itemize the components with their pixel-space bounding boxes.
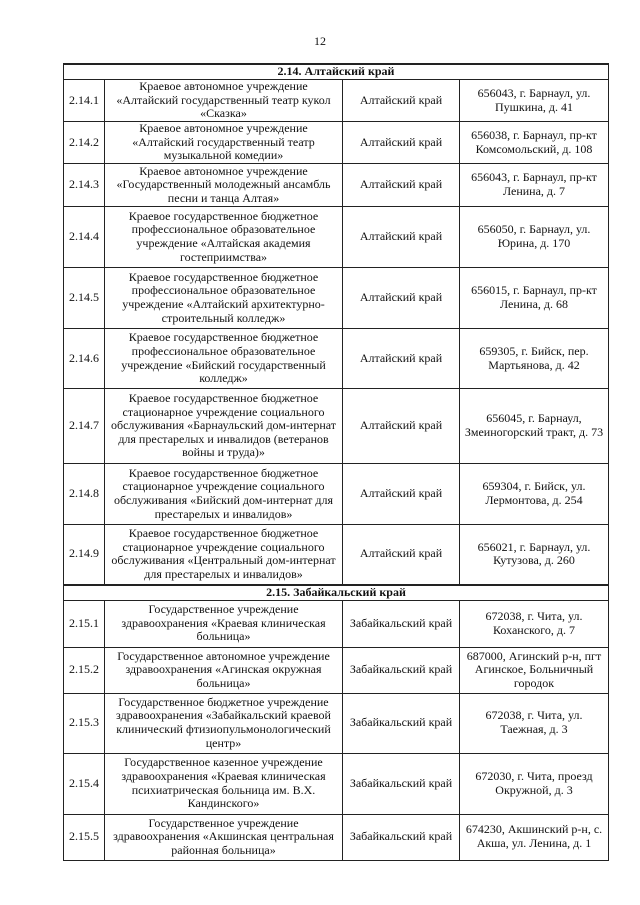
table-row <box>64 525 609 585</box>
institution-name: Краевое государственное бюджетное стационарное учреждение социального обслуживания «Центральный дом-интернат для престарелых и инвалидов» <box>105 525 343 585</box>
table-row <box>64 329 609 389</box>
section-header-row <box>64 64 609 80</box>
table-row <box>64 80 609 122</box>
table-row <box>64 753 609 814</box>
table-row <box>64 647 609 693</box>
table-body <box>64 64 609 860</box>
page-number: 12 <box>314 34 326 48</box>
address: 656015, г. Барнаул, пр-кт Ленина, д. 68 <box>460 268 609 329</box>
region: Алтайский край <box>343 164 460 207</box>
region: Алтайский край <box>343 389 460 464</box>
address: 687000, Агинский р-н, пгт Агинское, Больничный городок <box>460 647 609 693</box>
row-number: 2.14.5 <box>64 268 105 329</box>
region: Забайкальский край <box>343 814 460 860</box>
institutions-table <box>63 63 609 861</box>
address: 656043, г. Барнаул, пр-кт Ленина, д. 7 <box>460 164 609 207</box>
row-number: 2.14.1 <box>64 80 105 122</box>
region: Забайкальский край <box>343 600 460 647</box>
institution-name: Государственное учреждение здравоохранения «Акшинская центральная районная больница» <box>105 814 343 860</box>
row-number: 2.15.4 <box>64 753 105 814</box>
region: Забайкальский край <box>343 647 460 693</box>
address: 656021, г. Барнаул, ул. Кутузова, д. 260 <box>460 525 609 585</box>
row-number: 2.14.7 <box>64 389 105 464</box>
table-row <box>64 693 609 753</box>
row-number: 2.15.3 <box>64 693 105 753</box>
row-number: 2.14.3 <box>64 164 105 207</box>
region: Алтайский край <box>343 268 460 329</box>
institution-name: Краевое автономное учреждение «Алтайский государственный театр музыкальной комедии» <box>105 122 343 164</box>
address: 656043, г. Барнаул, ул. Пушкина, д. 41 <box>460 80 609 122</box>
region: Забайкальский край <box>343 693 460 753</box>
section-title: 2.15. Забайкальский край <box>64 585 609 601</box>
institution-name: Государственное казенное учреждение здравоохранения «Краевая клиническая психиатрическая больница им. В.Х. Кандинского» <box>105 753 343 814</box>
table-row <box>64 600 609 647</box>
table-row <box>64 122 609 164</box>
address: 659304, г. Бийск, ул. Лермонтова, д. 254 <box>460 464 609 525</box>
address: 656038, г. Барнаул, пр-кт Комсомольский, д. 108 <box>460 122 609 164</box>
region: Алтайский край <box>343 464 460 525</box>
row-number: 2.15.1 <box>64 600 105 647</box>
row-number: 2.14.9 <box>64 525 105 585</box>
table-row <box>64 164 609 207</box>
region: Алтайский край <box>343 329 460 389</box>
address: 672038, г. Чита, ул. Таежная, д. 3 <box>460 693 609 753</box>
institution-name: Государственное учреждение здравоохранения «Краевая клиническая больница» <box>105 600 343 647</box>
row-number: 2.15.2 <box>64 647 105 693</box>
table-row <box>64 814 609 860</box>
row-number: 2.14.4 <box>64 207 105 268</box>
institution-name: Краевое государственное бюджетное профессиональное образовательное учреждение «Алтайский архитектурно-строительный колледж» <box>105 268 343 329</box>
address: 659305, г. Бийск, пер. Мартьянова, д. 42 <box>460 329 609 389</box>
institution-name: Государственное бюджетное учреждение здравоохранения «Забайкальский краевой клинический фтизиопульмонологический центр» <box>105 693 343 753</box>
address: 672038, г. Чита, ул. Коханского, д. 7 <box>460 600 609 647</box>
section-title: 2.14. Алтайский край <box>64 64 609 80</box>
region: Алтайский край <box>343 80 460 122</box>
table-row <box>64 389 609 464</box>
region: Алтайский край <box>343 122 460 164</box>
table-row <box>64 268 609 329</box>
region: Алтайский край <box>343 207 460 268</box>
row-number: 2.14.2 <box>64 122 105 164</box>
institution-name: Краевое государственное бюджетное профессиональное образовательное учреждение «Алтайская академия гостеприимства» <box>105 207 343 268</box>
region: Забайкальский край <box>343 753 460 814</box>
address: 674230, Акшинский р-н, с. Акша, ул. Ленина, д. 1 <box>460 814 609 860</box>
address: 672030, г. Чита, проезд Окружной, д. 3 <box>460 753 609 814</box>
institution-name: Краевое автономное учреждение «Государственный молодежный ансамбль песни и танца Алтая» <box>105 164 343 207</box>
institution-name: Краевое государственное бюджетное стационарное учреждение социального обслуживания «Бийский дом-интернат для престарелых и инвалидов» <box>105 464 343 525</box>
region: Алтайский край <box>343 525 460 585</box>
institution-name: Государственное автономное учреждение здравоохранения «Агинская окружная больница» <box>105 647 343 693</box>
institution-name: Краевое государственное бюджетное профессиональное образовательное учреждение «Бийский государственный колледж» <box>105 329 343 389</box>
row-number: 2.14.6 <box>64 329 105 389</box>
address: 656050, г. Барнаул, ул. Юрина, д. 170 <box>460 207 609 268</box>
institution-name: Краевое государственное бюджетное стационарное учреждение социального обслуживания «Барнаульский дом-интернат для престарелых и инвалидов (ветеранов войны и труда)» <box>105 389 343 464</box>
table-row <box>64 207 609 268</box>
address: 656045, г. Барнаул, Змеиногорский тракт, д. 73 <box>460 389 609 464</box>
institution-name: Краевое автономное учреждение «Алтайский государственный театр кукол «Сказка» <box>105 80 343 122</box>
section-header-row <box>64 585 609 601</box>
table-row <box>64 464 609 525</box>
row-number: 2.15.5 <box>64 814 105 860</box>
row-number: 2.14.8 <box>64 464 105 525</box>
